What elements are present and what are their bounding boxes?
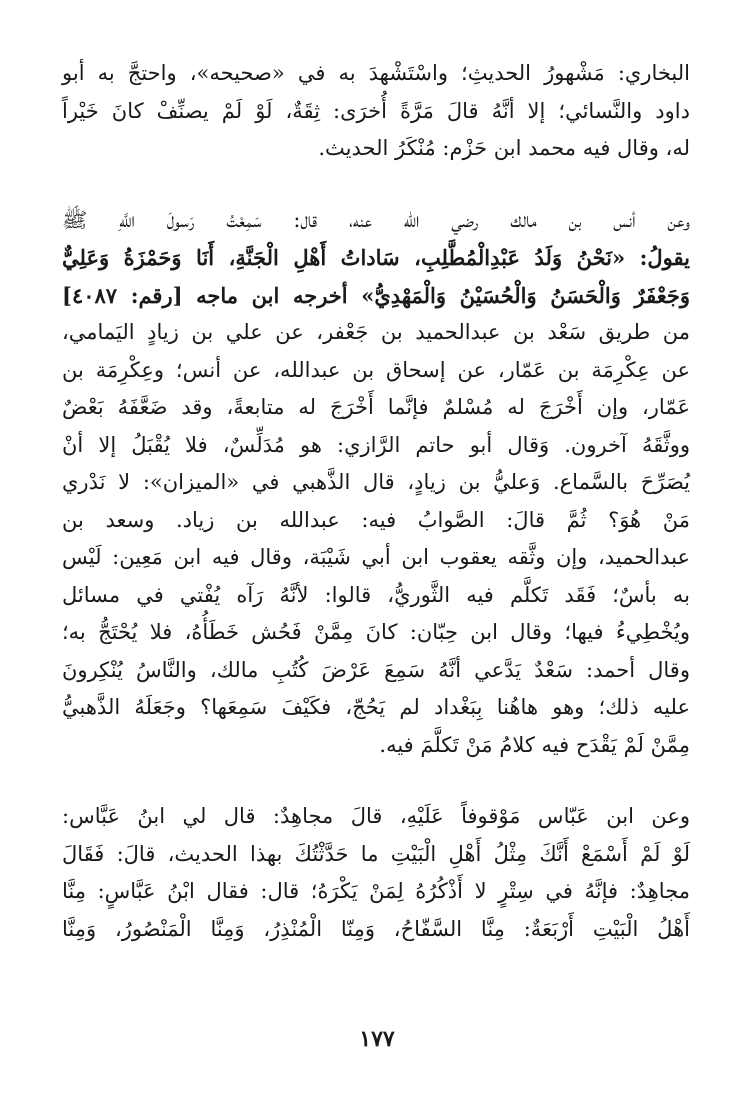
text-line: عليه ذلك؛ وهو هاهُنا بِبَغْداد لم يَحُجّ، فكَيْفَ سَمِعَها؟ وجَعَلَهُ الذَّهبيُّ	[62, 695, 690, 719]
text-line: مجاهِدٌ: فإنَّهُ في سِتْرٍ لا أَذْكُرُهُ لِمَنْ يَكْرَهُ؛ قال: فقال ابْنُ عَبَّاسٍ: مِنَّا	[62, 879, 690, 903]
page-number: ١٧٧	[359, 1026, 395, 1052]
text-line: ووثَّقَهُ آخرون. وَقال أبو حاتم الرَّازي: هو مُدَلِّسٌ، فلا يُقْبَلُ إلا أنْ	[62, 432, 690, 457]
text-line: عبدالحميد، وإن وثَّقه يعقوب ابن أبي شَيْبَة، وقال فيه ابن مَعِين: لَيْس	[62, 545, 690, 569]
text-line: به بأسٌ؛ فَقَد تَكلَّم فيه الثَّوريُّ، قالوا: لأنَّهُ رَآه يُفْتي في مسائل	[62, 582, 690, 607]
text-line: وعن أنس بن مالك رضي الله عنه، قال: سَمِعْتُ رَسولَ اللَّهِ ﷺ	[62, 207, 690, 232]
text-line: له، وقال فيه محمد ابن حَزْم: مُنْكَرُ الحديث.	[318, 136, 690, 160]
text-line: يُصَرِّحَ بالسَّماع. وَعليُّ بن زيادٍ، قال الذَّهبي في «الميزان»: لا نَدْري	[62, 470, 690, 494]
hadith-text-line: يقولُ: «نَحْنُ وَلَدُ عَبْدِالْمُطَّلِبِ، سَاداتُ أَهْلِ الْجَنَّةِ، أَنَا وَحَمْزَةُ وَعَلِيٌّ	[62, 245, 690, 270]
text-line: لَوْ لَمْ أَسْمَعْ أَنَّكَ مِثْلُ أَهْلِ الْبَيْتِ ما حَدَّثْتُكَ بهذا الحديث، قالَ: فَقَالَ	[62, 841, 690, 866]
text-line: من طريق سَعْد بن عبدالحميد بن جَعْفر، عن علي بن زيادٍ اليَمامي،	[62, 320, 690, 344]
text-line: البخاري: مَشْهورُ الحديثِ؛ واسْتَشْهدَ به في «صحيحه»، واحتجَّ به أبو	[62, 61, 690, 85]
paragraph-ibn-abbas	[62, 798, 690, 948]
document-page	[62, 55, 690, 948]
text-line: وقال أحمد: سَعْدٌ يَدَّعي أنَّهُ سَمِعَ عَرْضَ كُتُبِ مالك، والنَّاسُ يُنْكِرونَ	[62, 657, 690, 682]
paragraph-anas-hadith	[62, 202, 690, 765]
text-line: مِمَّنْ لَمْ يَقْدَح فيه كلامُ مَنْ تَكلَّمَ فيه.	[379, 732, 690, 757]
paragraph-gap	[62, 168, 690, 202]
text-line: مَنْ هُوَ؟ ثُمَّ قالَ: الصَّوابُ فيه: عبدالله بن زياد. وسعد بن	[62, 507, 690, 532]
text-line: عَمّار، وإن أَخْرَجَ له مُسْلمٌ فإنَّما أَخْرَجَ له متابعةً، وقد ضَعَّفَهُ بَعْضٌ	[62, 395, 690, 419]
text-line: ويُخْطِيءُ فيها؛ وقال ابن حِبّان: كانَ مِمَّنْ فَحُش خَطَأُهُ، فلا يُحْتَجُّ به؛	[62, 620, 690, 644]
hadith-text-line: وَجَعْفَرٌ وَالْحَسَنُ وَالْحُسَيْنُ وَالْمَهْدِيُّ» أخرجه ابن ماجه [رقم: ٤٠٨٧]	[62, 282, 690, 308]
text-line: وعن ابن عَبّاس مَوْقوفاً عَلَيْهِ، قالَ مجاهِدٌ: قال لي ابنُ عَبَّاس:	[62, 804, 690, 828]
text-line: عن عِكْرِمَة بن عَمّار، عن إسحاق بن عبدالله، عن أنس؛ وعِكْرِمَة بن	[62, 357, 690, 382]
paragraph-gap	[62, 764, 690, 798]
text-line: أَهْلُ الْبَيْتِ أَرْبَعَةٌ: مِنَّا السَّفّاحُ، وَمِنّا الْمُنْذِرُ، وَمِنَّا الْمَنْصُورُ، وَمِنَّا	[62, 916, 690, 941]
text-line: داود والنَّسائي؛ إلا أنَّهُ قالَ مَرَّةً أُخرَى: ثِقَةٌ، لَوْ لَمْ يصنِّفْ كانَ خَيْراً	[62, 98, 690, 123]
paragraph-narrator-assessment	[62, 55, 690, 168]
